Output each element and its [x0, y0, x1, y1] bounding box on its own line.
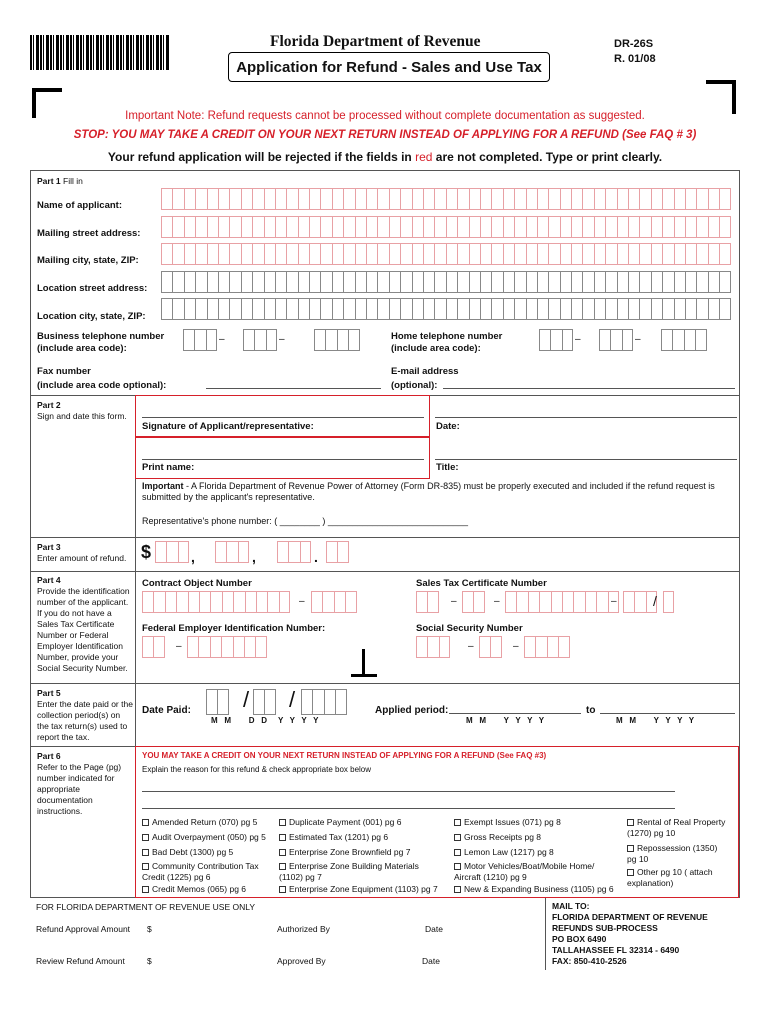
checkbox[interactable] [279, 849, 286, 856]
checkbox[interactable] [627, 819, 634, 826]
refund-amount-thousands[interactable] [215, 541, 249, 563]
contract-object-field-b[interactable] [311, 591, 357, 613]
signature-label: Signature of Applicant/representative: [142, 421, 314, 432]
divider [135, 683, 136, 746]
home-phone-prefix[interactable] [599, 329, 633, 351]
divider [135, 537, 136, 571]
ssn-label: Social Security Number [416, 623, 523, 634]
fax-label-2: (include area code optional): [37, 380, 167, 391]
location-city-label: Location city, state, ZIP: [37, 311, 146, 322]
fein-label: Federal Employer Identification Number: [142, 623, 326, 634]
home-phone-label-1: Home telephone number [391, 331, 503, 342]
contract-object-field-a[interactable] [142, 591, 290, 613]
id-dash: – [299, 596, 305, 607]
id-dash: – [468, 641, 474, 652]
business-phone-line[interactable] [314, 329, 360, 351]
reason-community-contribution[interactable]: Community Contribution Tax Credit (1225) pg 6 [142, 861, 259, 882]
explain-text: Explain the reason for this refund & check appropriate box below [142, 765, 372, 774]
email-label-2: (optional): [391, 380, 438, 391]
date-line[interactable] [435, 417, 737, 418]
checkbox[interactable] [142, 834, 149, 841]
form-title: Application for Refund - Sales and Use Tax [228, 52, 550, 82]
id-dash: – [611, 596, 617, 607]
mail-address-line: PO BOX 6490 [552, 934, 607, 944]
part2-tag: Part 2 Sign and date this form. [37, 400, 127, 421]
agency-name: Florida Department of Revenue [270, 33, 481, 50]
reason-ez-brownfield[interactable]: Enterprise Zone Brownfield pg 7 [279, 847, 454, 858]
mailing-city-field[interactable] [161, 243, 731, 265]
business-phone-label-1: Business telephone number [37, 331, 165, 342]
fax-label-1: Fax number [37, 366, 91, 377]
divider [31, 571, 739, 572]
divider [31, 537, 739, 538]
reason-ez-equipment[interactable]: Enterprise Zone Equipment (1103) pg 7 [279, 884, 459, 895]
refund-approval-label: Refund Approval Amount [36, 924, 131, 934]
explain-line-1[interactable] [142, 791, 675, 792]
print-name-line[interactable] [142, 459, 424, 460]
reason-estimated-tax[interactable]: Estimated Tax (1201) pg 6 [279, 832, 454, 843]
reason-new-expanding-business[interactable]: New & Expanding Business (1105) pg 6 [454, 884, 634, 895]
email-label-1: E-mail address [391, 366, 459, 377]
home-phone-label-2: (include area code): [391, 343, 481, 354]
applicant-name-label: Name of applicant: [37, 200, 122, 211]
checkbox[interactable] [627, 845, 634, 852]
mailing-street-label: Mailing street address: [37, 228, 141, 239]
fein-field-a[interactable] [142, 636, 165, 658]
checkbox[interactable] [279, 863, 286, 870]
rep-phone[interactable]: Representative's phone number: ( ________ ) ____________________________ [142, 516, 468, 526]
corner-mark-right [706, 80, 736, 114]
part4-tag: Part 4 Provide the identification number of the applicant. If you do not have a Sales Tax Certificate Number or Federal Employer Identification Number, provide your Social Security Number. [37, 575, 130, 673]
checkbox[interactable] [142, 863, 149, 870]
phone-dash: – [219, 334, 225, 345]
mailing-street-field[interactable] [161, 216, 731, 238]
date-slash: / [243, 687, 250, 712]
form-number: DR-26S [614, 38, 654, 50]
barcode [30, 35, 170, 70]
applicant-name-field[interactable] [161, 188, 731, 210]
reason-motor-vehicles[interactable]: Motor Vehicles/Boat/Mobile Home/ Aircraft (1210) pg 9 [454, 861, 595, 882]
checkbox[interactable] [279, 834, 286, 841]
title-label: Title: [436, 462, 459, 473]
email-line[interactable] [443, 388, 735, 389]
reason-lemon-law[interactable]: Lemon Law (1217) pg 8 [454, 847, 624, 858]
ssn-field-a[interactable] [416, 636, 450, 658]
checkbox[interactable] [279, 886, 286, 893]
phone-dash: – [575, 334, 581, 345]
footer-date-label: Date [422, 956, 440, 966]
reason-repossession[interactable]: Repossession (1350) pg 10 [627, 843, 718, 864]
applied-period-label: Applied period: [375, 705, 449, 716]
id-dash: – [176, 641, 182, 652]
print-name-label: Print name: [142, 462, 195, 473]
home-phone-area[interactable] [539, 329, 573, 351]
location-street-label: Location street address: [37, 283, 148, 294]
id-dash: – [451, 596, 457, 607]
reject-notice [0, 150, 770, 164]
checkbox[interactable] [627, 869, 634, 876]
period-start-format: M M Y Y Y Y [466, 716, 545, 725]
date-paid-month[interactable] [206, 689, 229, 715]
refund-form [30, 170, 740, 898]
home-phone-line[interactable] [661, 329, 707, 351]
reject-text-a: Your refund application will be rejected if the fields in [107, 150, 412, 164]
mail-address-line: FLORIDA DEPARTMENT OF REVENUE [552, 912, 708, 922]
checkbox[interactable] [454, 849, 461, 856]
mail-address-line: REFUNDS SUB-PROCESS [552, 923, 658, 933]
checkbox[interactable] [454, 834, 461, 841]
checkbox[interactable] [454, 863, 461, 870]
checkbox[interactable] [454, 886, 461, 893]
approved-by-label: Approved By [277, 956, 326, 966]
refund-amount-millions[interactable] [155, 541, 189, 563]
period-start-line[interactable] [449, 713, 581, 714]
reason-audit-overpayment[interactable]: Audit Overpayment (050) pg 5 [142, 832, 282, 843]
location-city-field[interactable] [161, 298, 731, 320]
period-end-line[interactable] [600, 713, 735, 714]
checkbox[interactable] [142, 849, 149, 856]
mail-to-block [552, 901, 708, 967]
checkbox[interactable] [279, 819, 286, 826]
divider [545, 898, 546, 970]
id-slash: / [653, 593, 657, 609]
date-paid-format: M M D D Y Y Y Y [211, 716, 319, 725]
fein-field-b[interactable] [187, 636, 267, 658]
ssn-field-c[interactable] [524, 636, 570, 658]
title-line[interactable] [435, 459, 737, 460]
reason-ez-building-materials[interactable]: Enterprise Zone Building Materials (1102) pg 7 [279, 861, 419, 882]
business-phone-area[interactable] [183, 329, 217, 351]
period-to-label: to [586, 705, 596, 716]
amount-decimal: . [314, 549, 318, 565]
reason-exempt-issues[interactable]: Exempt Issues (071) pg 8 [454, 817, 624, 828]
important-note: Important Note: Refund requests cannot be processed without complete documentation as suggested. [125, 110, 645, 122]
reason-gross-receipts[interactable]: Gross Receipts pg 8 [454, 832, 624, 843]
part6-tag: Part 6 Refer to the Page (pg) number indicated for appropriate documentation instructions. [37, 751, 122, 816]
reason-other[interactable]: Other pg 10 ( attach explanation) [627, 867, 713, 888]
phone-dash: – [279, 334, 285, 345]
fax-line[interactable] [206, 388, 381, 389]
phone-dash: – [635, 334, 641, 345]
checkbox[interactable] [142, 819, 149, 826]
dollar-sign: $ [141, 542, 152, 562]
reject-text-red: red [415, 150, 433, 164]
refund-approval-dollar: $ [147, 924, 152, 934]
mailing-city-label: Mailing city, state, ZIP: [37, 255, 139, 266]
part5-tag: Part 5 Enter the date paid or the collection period(s) on the tax return(s) used to report the tax. [37, 688, 133, 742]
period-end-format: M M Y Y Y Y [616, 716, 695, 725]
divider [135, 571, 136, 683]
credit-notice: YOU MAY TAKE A CREDIT ON YOUR NEXT RETURN INSTEAD OF APPLYING FOR A REFUND (See FAQ #3) [142, 751, 547, 760]
date-paid-year[interactable] [301, 689, 347, 715]
review-refund-dollar: $ [147, 956, 152, 966]
reason-duplicate-payment[interactable]: Duplicate Payment (001) pg 6 [279, 817, 454, 828]
registration-mark [351, 649, 377, 679]
signature-line[interactable] [142, 417, 424, 418]
checkbox[interactable] [454, 819, 461, 826]
contract-object-label: Contract Object Number [142, 578, 252, 589]
part3-tag: Part 3 Enter amount of refund. [37, 542, 127, 563]
reason-credit-memos[interactable]: Credit Memos (065) pg 6 [142, 884, 282, 895]
mail-fax-line: FAX: 850-410-2526 [552, 956, 627, 966]
reason-bad-debt[interactable]: Bad Debt (1300) pg 5 [142, 847, 282, 858]
reason-rental-real-property[interactable]: Rental of Real Property (1270) pg 10 [627, 817, 726, 838]
business-phone-label-2: (include area code): [37, 343, 127, 354]
checkbox[interactable] [142, 886, 149, 893]
dor-use-only: FOR FLORIDA DEPARTMENT OF REVENUE USE ONLY [36, 902, 255, 912]
mail-to-label: MAIL TO: [552, 901, 590, 911]
refund-amount-cents[interactable] [326, 541, 349, 563]
sales-tax-cert-field-5[interactable] [663, 591, 674, 613]
power-of-attorney-note: Important - A Florida Department of Revenue Power of Attorney (Form DR-835) must be properly executed and included if the refund request is submitted by the applicant's representative. [142, 481, 715, 502]
date-paid-label: Date Paid: [142, 705, 191, 716]
reason-amended-return[interactable]: Amended Return (070) pg 5 [142, 817, 282, 828]
review-refund-label: Review Refund Amount [36, 956, 125, 966]
id-dash: – [513, 641, 519, 652]
sales-tax-cert-field-3[interactable] [505, 591, 619, 613]
date-paid-day[interactable] [253, 689, 276, 715]
date-slash: / [289, 687, 296, 712]
stop-notice: STOP: YOU MAY TAKE A CREDIT ON YOUR NEXT RETURN INSTEAD OF APPLYING FOR A REFUND (See FAQ # 3) [73, 129, 697, 141]
id-dash: – [494, 596, 500, 607]
sales-tax-cert-label: Sales Tax Certificate Number [416, 578, 547, 589]
refund-amount-hundreds[interactable] [277, 541, 311, 563]
ssn-field-b[interactable] [479, 636, 502, 658]
amount-comma: , [191, 549, 195, 565]
date-label: Date: [436, 421, 460, 432]
location-street-field[interactable] [161, 271, 731, 293]
part1-tag: Part 1 Fill in [37, 176, 83, 186]
explain-line-2[interactable] [142, 808, 675, 809]
amount-comma: , [252, 549, 256, 565]
footer-date-label: Date [425, 924, 443, 934]
form-revision: R. 01/08 [614, 53, 656, 65]
reject-text-b: are not completed. Type or print clearly. [435, 150, 663, 164]
business-phone-prefix[interactable] [243, 329, 277, 351]
sales-tax-cert-field-1[interactable] [416, 591, 439, 613]
sales-tax-cert-field-2[interactable] [462, 591, 485, 613]
mail-address-line: TALLAHASSEE FL 32314 - 6490 [552, 945, 680, 955]
authorized-by-label: Authorized By [277, 924, 330, 934]
divider [31, 683, 739, 684]
